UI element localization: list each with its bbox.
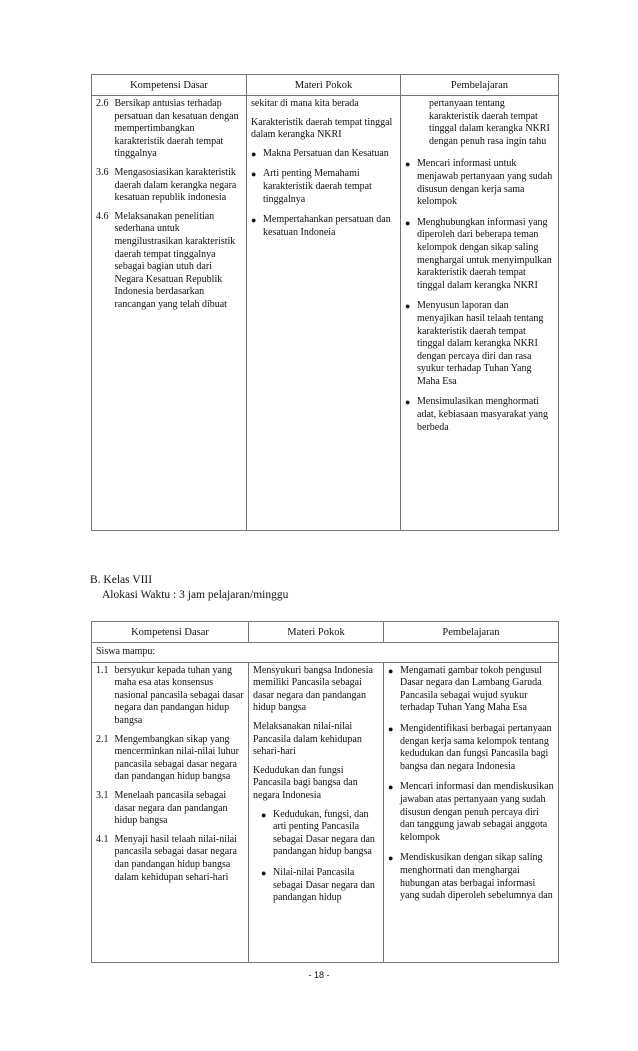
materi-pokok-cell [247,96,401,531]
list-item: ● Makna Persatuan dan Kesatuan [251,147,389,159]
section-title: B. Kelas VIII [90,574,153,586]
bullet-icon: ● [405,301,411,312]
intro-cell: Siswa mampu: [92,643,559,663]
kd-item: 3.1 Menelaah pancasila sebagai dasar negara dan pandangan hidup bangsa [96,789,228,827]
list-item: ● Menghubungkan informasi yang diperoleh dari beberapa teman kelompok dengan sikap saling menghargai untuk menyimpulkan karakteristik daerah tempat tinggal dalam kerangka NKRI [405,216,552,291]
bullet-icon: ● [388,665,394,676]
list-item: ● Mencari informasi untuk menjawab pertanyaan yang sudah disusun dengan kerja sama kelompok [405,158,553,208]
pembelajaran-cell [384,662,559,962]
pembelajaran-continuation: pertanyaan tentang karakteristik daerah tempat tinggal dalam kerangka NKRI dengan penuh rasa ingin tahu [429,98,550,147]
table-header-row [92,622,559,643]
bullet-icon: ● [405,217,411,228]
list-item: ● Mengidentifikasi berbagai pertanyaan dengan kerja sama kelompok tentang kedudukan dan fungsi Pancasila bagi bangsa dan negara Indonesia [388,722,552,772]
materi-paragraph: sekitar di mana kita berada [251,98,359,109]
intro-row [92,643,559,663]
materi-paragraph: Karakteristik daerah tempat tinggal dalam kerangka NKRI [251,116,393,141]
bullet-icon: ● [388,782,394,793]
bullet-icon: ● [251,169,257,180]
materi-bullet-list [251,148,396,240]
list-item: ● Nilai-nilai Pancasila sebagai Dasar negara dan pandangan hidup [261,866,375,904]
bullet-icon: ● [405,159,411,170]
list-item: ● Mempertahankan persatuan dan kesatuan Indoneia [251,214,391,238]
bullet-icon: ● [251,215,257,226]
alokasi-waktu: Alokasi Waktu : 3 jam pelajaran/minggu [102,589,289,601]
list-item: ● Mendiskusikan dengan sikap saling menghormati dan menghargai hubungan atas berbagai informasi yang sudah diperoleh sebelumnya dan [388,852,553,902]
list-item: ● Arti penting Memahami karakteristik daerah tempat tinggalnya [251,168,372,205]
section-b-heading [90,573,288,603]
bullet-icon: ● [405,397,411,408]
bullet-icon: ● [261,867,267,878]
pembelajaran-cell [401,96,559,531]
kd-item: 2.6 Bersikap antusias terhadap persatuan dan kesatuan dengan mempertimbangkan karakteristik daerah tempat tinggalnya [96,98,239,160]
table-row [92,96,559,531]
kompetensi-dasar-cell [92,662,249,962]
header-pembelajaran: Pembelajaran [401,75,559,96]
header-pembelajaran: Pembelajaran [384,622,559,643]
kompetensi-dasar-cell [92,96,247,531]
bullet-icon: ● [388,853,394,864]
materi-paragraph: Kedudukan dan fungsi Pancasila bagi bangsa dan negara Indonesia [253,764,358,801]
materi-bullet-list [253,809,379,905]
list-item: ● Menyusun laporan dan menyajikan hasil telaah tentang karakteristik daerah tempat tinggal dalam kerangka NKRI dengan percaya diri dan rasa syukur terhadap Tuhan Yang Maha Esa [405,300,544,387]
header-materi-pokok: Materi Pokok [247,75,401,96]
list-item: ● Mengamati gambar tokoh pengusul Dasar negara dan Lambang Garuda Pancasila sebagai wujud syukur terhadap Tuhan Yang Maha Esa [388,664,542,714]
competency-table-1 [91,74,559,531]
list-item: ● Mencari informasi dan mendiskusikan jawaban atas pertanyaan yang sudah disusun dengan penuh percaya diri dan tanggung jawab sebagai anggota kelompok [388,781,554,843]
pembelajaran-bullet-list [388,665,554,903]
kd-item: 3.6 Mengasosiasikan karakteristik daerah dalam kerangka negara kesatuan republik indonesia [96,166,237,204]
competency-table-2 [91,621,559,963]
pembelajaran-bullet-list [405,158,554,434]
kd-item: 2.1 Mengembangkan sikap yang mencerminkan nilai-nilai luhur pancasila sebagai dasar negara dan pandangan hidup bangsa [96,733,239,783]
bullet-icon: ● [388,723,394,734]
header-kompetensi-dasar: Kompetensi Dasar [92,622,249,643]
materi-paragraph: Mensyukuri bangsa Indonesia memiliki Pancasila sebagai dasar negara dan pandangan hidup bangsa [253,664,373,714]
list-item: ● Mensimulasikan menghormati adat, kebiasaan masyarakat yang berbeda [405,396,549,433]
header-kompetensi-dasar: Kompetensi Dasar [92,75,247,96]
kd-item: 1.1 bersyukur kepada tuhan yang maha esa atas konsensus nasional pancasila sebagai dasar negara dan pandangan hidup bangsa [96,664,244,726]
materi-paragraph: Melaksanakan nilai-nilai Pancasila dalam kehidupan sehari-hari [253,720,362,758]
bullet-icon: ● [251,148,257,159]
table-header-row [92,75,559,96]
list-item: ● Kedudukan, fungsi, dan arti penting Pancasila sebagai Dasar negara dan pandangan hidup bangsa [261,808,375,858]
materi-pokok-cell [249,662,384,962]
header-materi-pokok: Materi Pokok [249,622,384,643]
table-row [92,662,559,962]
page-number: - 18 - [308,970,330,980]
bullet-icon: ● [261,809,267,820]
kd-item: 4.6 Melaksanakan penelitian sederhana untuk mengilustrasikan karakteristik daerah tempat tinggalnya sebagai bagian utuh dari Negara Kesatuan Republik Indonesia berdasarkan rancangan yang telah dibuat [96,210,236,310]
kd-item: 4.1 Menyaji hasil telaah nilai-nilai pancasila sebagai dasar negara dan pandangan hidup bangsa dalam kehidupan sehari-hari [96,833,237,883]
